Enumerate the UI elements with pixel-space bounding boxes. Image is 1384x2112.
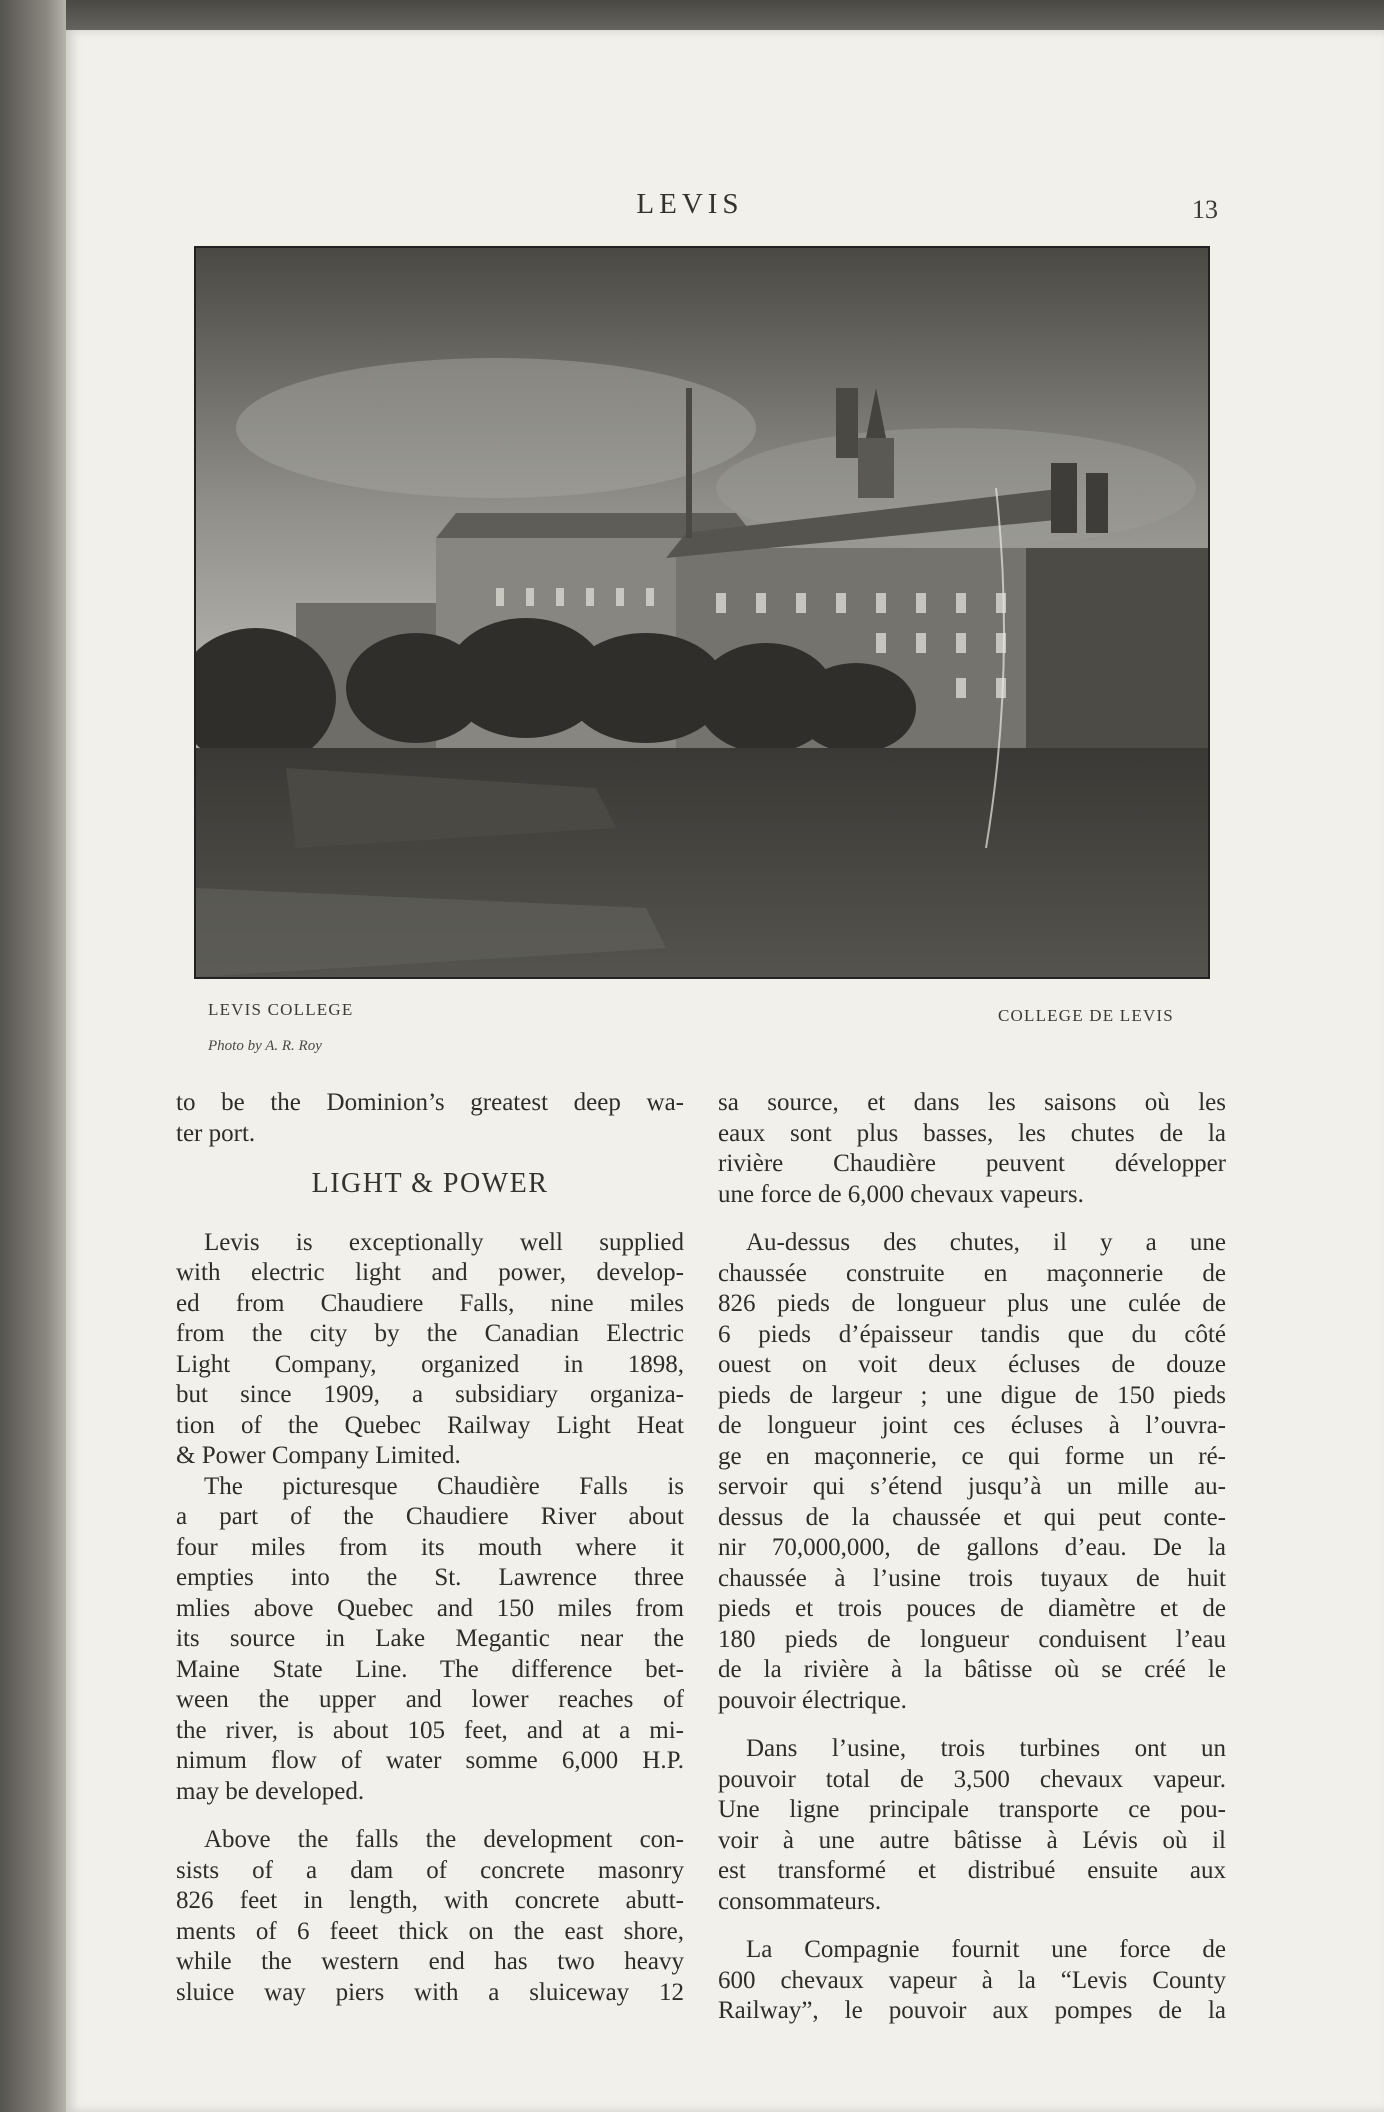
text-line: chaussée à l’usine trois tuyaux de huit	[718, 1564, 1226, 1592]
text-line: 6 pieds d’épaisseur tandis que du côté	[718, 1320, 1226, 1348]
paragraph	[718, 1935, 1226, 2027]
text-line: & Power Company Limited.	[176, 1442, 461, 1469]
left-column-english	[176, 1088, 684, 2008]
text-line: pieds de largeur ; une digue de 150 pieds	[718, 1381, 1226, 1409]
text-line: ter port.	[176, 1119, 256, 1147]
text-line: four miles from its mouth where it	[176, 1533, 684, 1561]
text-line: sists of a dam of concrete masonry	[176, 1856, 684, 1884]
text-line: 826 feet in length, with concrete abutt-	[176, 1887, 684, 1914]
scan-background-left	[0, 0, 66, 2112]
text-line: La Compagnie fournit une force de	[746, 1936, 1226, 1963]
text-line: sluice way piers with a sluiceway 12	[176, 1978, 684, 2006]
text-line: ed from Chaudiere Falls, nine miles	[176, 1289, 684, 1317]
text-line: Dans l’usine, trois turbines ont un	[746, 1735, 1226, 1762]
section-heading: LIGHT & POWER	[311, 1168, 549, 1199]
text-line: while the western end has two heavy	[176, 1948, 684, 1975]
text-line: a part of the Chaudiere River about	[176, 1503, 684, 1530]
photo-image	[196, 248, 1208, 977]
paragraph	[718, 1088, 1226, 1210]
text-line: chaussée construite en maçonnerie de	[718, 1259, 1226, 1287]
text-line: 826 pieds de longueur plus une culée de	[718, 1290, 1226, 1317]
text-line: mlies above Quebec and 150 miles from	[176, 1594, 684, 1622]
text-line: sa source, et dans les saisons où les	[718, 1089, 1226, 1116]
text-line: ouest on voit deux écluses de douze	[718, 1351, 1226, 1378]
paragraph	[718, 1228, 1226, 1716]
text-line: with electric light and power, develop-	[176, 1259, 684, 1286]
text-line: ge en maçonnerie, ce qui forme un ré-	[718, 1442, 1226, 1470]
text-line: may be developed.	[176, 1777, 365, 1805]
text-line: Au-dessus des chutes, il y a une	[746, 1229, 1226, 1256]
text-line: Railway”, le pouvoir aux pompes de la	[718, 1997, 1226, 2024]
text-line: the river, is about 105 feet, and at a mi-	[176, 1716, 684, 1744]
text-line: servoir qui s’étend jusqu’à un mille au-	[718, 1473, 1226, 1500]
text-line: nimum flow of water somme 6,000 H.P.	[176, 1747, 684, 1774]
paragraph	[176, 1228, 684, 1472]
text-line: eaux sont plus basses, les chutes de la	[718, 1119, 1226, 1147]
text-line: une force de 6,000 chevaux vapeurs.	[718, 1180, 1084, 1208]
text-line: rivière Chaudière peuvent développer	[718, 1150, 1226, 1177]
text-line: 180 pieds de longueur conduisent l’eau	[718, 1625, 1226, 1653]
text-line: ween the upper and lower reaches of	[176, 1686, 684, 1713]
text-line: dessus de la chaussée et qui peut conte-	[718, 1503, 1226, 1531]
photo-credit: Photo by A. R. Roy	[208, 1038, 322, 1054]
text-line: Une ligne principale transporte ce pou-	[718, 1796, 1226, 1823]
photo-caption-french: COLLEGE DE LEVIS	[998, 1006, 1174, 1025]
text-line: pieds et trois pouces de diamètre et de	[718, 1595, 1226, 1622]
text-line: est transformé et distribué ensuite aux	[718, 1857, 1226, 1884]
intro-paragraph	[176, 1088, 684, 1149]
paragraph	[176, 1472, 684, 1808]
text-line: voir à une autre bâtisse à Lévis où il	[718, 1826, 1226, 1854]
text-line: its source in Lake Megantic near the	[176, 1625, 684, 1652]
text-line: pouvoir électrique.	[718, 1686, 907, 1714]
paragraph	[176, 1825, 684, 2008]
running-head: LEVIS	[636, 188, 744, 220]
photo-caption-english: LEVIS COLLEGE	[208, 1000, 354, 1019]
college-photograph	[194, 246, 1210, 979]
right-column-french	[718, 1088, 1226, 2027]
text-line: Levis is exceptionally well supplied	[204, 1228, 684, 1256]
text-line: de longueur joint ces écluses à l’ouvra-	[718, 1412, 1226, 1439]
text-line: Maine State Line. The difference bet-	[176, 1655, 684, 1683]
paragraph	[718, 1734, 1226, 1917]
text-line: Light Company, organized in 1898,	[176, 1350, 684, 1378]
text-line: 600 chevaux vapeur à la “Levis County	[718, 1966, 1226, 1994]
text-line: pouvoir total de 3,500 chevaux vapeur.	[718, 1765, 1226, 1793]
text-line: but since 1909, a subsidiary organiza-	[176, 1381, 684, 1408]
text-line: ments of 6 feeet thick on the east shore,	[176, 1917, 684, 1945]
text-line: The picturesque Chaudière Falls is	[204, 1472, 684, 1500]
text-line: de la rivière à la bâtisse où se créé le	[718, 1656, 1226, 1683]
text-line: Above the falls the development con-	[204, 1826, 684, 1853]
text-line: nir 70,000,000, de gallons d’eau. De la	[718, 1534, 1226, 1561]
text-line: from the city by the Canadian Electric	[176, 1320, 684, 1347]
page-number: 13	[1192, 195, 1218, 224]
text-line: to be the Dominion’s greatest deep wa-	[176, 1089, 684, 1116]
text-line: tion of the Quebec Railway Light Heat	[176, 1411, 684, 1439]
text-line: empties into the St. Lawrence three	[176, 1564, 684, 1591]
text-line: consommateurs.	[718, 1887, 882, 1915]
